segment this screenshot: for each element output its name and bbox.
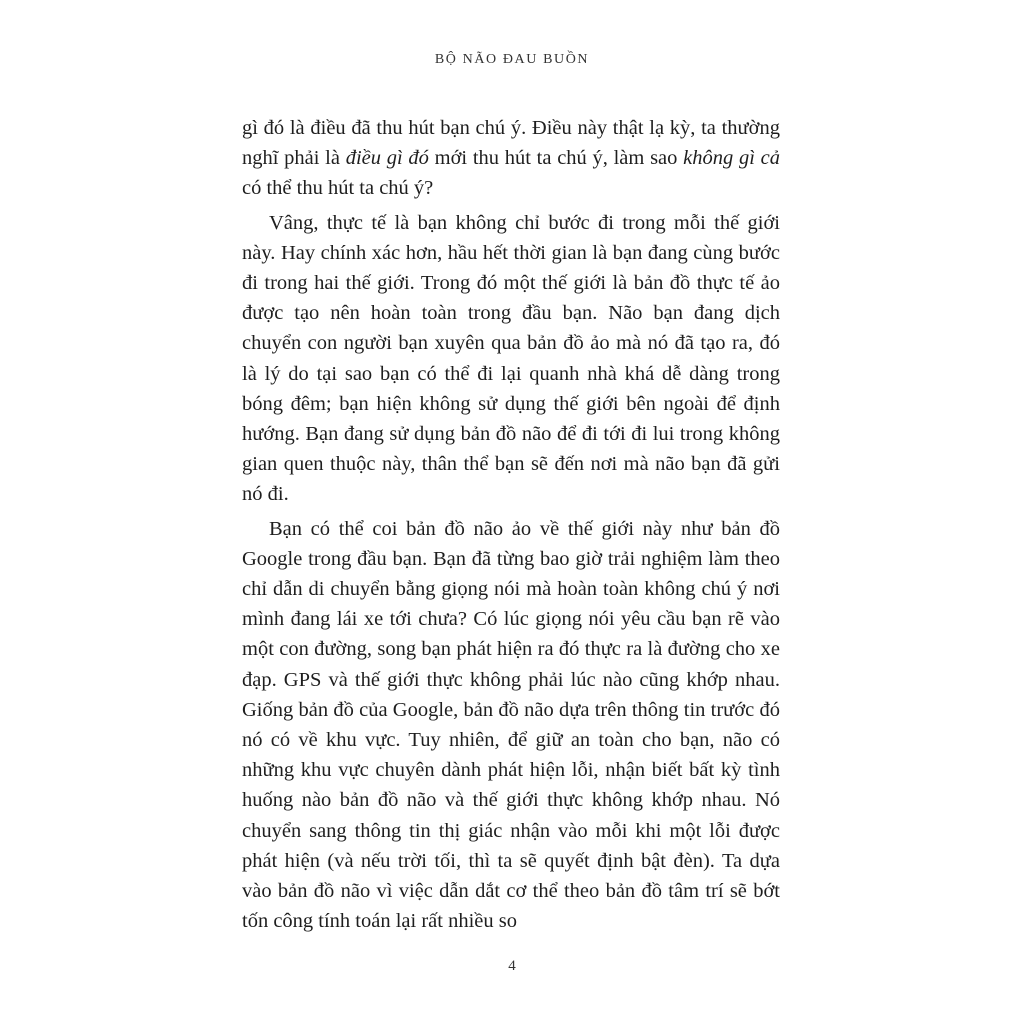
- text-run: Bạn có thể coi bản đồ não ảo về thế giới này như bản đồ Google trong đầu bạn. Bạn đã từng bao giờ trải nghiệm làm theo chỉ dẫn di chuyển bằng giọng nói mà hoàn toàn không chú ý nơi mình đang lái xe tới chưa? Có lúc giọng nói yêu cầu bạn rẽ vào một con đường, song bạn phát hiện ra đó thực ra là đường cho xe đạp. GPS và thế giới thực không phải lúc nào cũng khớp nhau. Giống bản đồ của Google, bản đồ não dựa trên thông tin trước đó nó có về khu vực. Tuy nhiên, để giữ an toàn cho bạn, não có những khu vực chuyên dành phát hiện lỗi, nhận biết bất kỳ tình huống nào bản đồ não và thế giới thực không khớp nhau. Nó chuyển sang thông tin thị giác nhận vào mỗi khi một lỗi được phát hiện (và nếu trời tối, thì ta sẽ quyết định bật đèn). Ta dựa vào bản đồ não vì việc dẫn dắt cơ thể theo bản đồ tâm trí sẽ bớt tốn công tính toán lại rất nhiều so: [242, 517, 780, 933]
- italic-phrase: điều gì đó: [345, 147, 429, 170]
- text-run: Vâng, thực tế là bạn không chỉ bước đi trong mỗi thế giới này. Hay chính xác hơn, hầu hết thời gian là bạn đang cùng bước đi trong hai thế giới. Trong đó một thế giới là bản đồ thực tế ảo được tạo nên hoàn toàn trong đầu bạn. Não bạn đang dịch chuyển con người bạn xuyên qua bản đồ ảo mà nó đã tạo ra, đó là lý do tại sao bạn có thể đi lại quanh nhà khá dễ dàng trong bóng đêm; bạn hiện không sử dụng thế giới bên ngoài để định hướng. Bạn đang sử dụng bản đồ não để đi tới đi lui trong không gian quen thuộc này, thân thể bạn sẽ đến nơi mà não bạn đã gửi nó đi.: [242, 211, 780, 506]
- text-run: mới thu hút ta chú ý, làm sao: [428, 147, 684, 170]
- running-header-title: BỘ NÃO ĐAU BUỒN: [434, 52, 590, 67]
- paragraph-continuation: [242, 113, 780, 204]
- paragraph-two-worlds: [242, 208, 780, 510]
- paragraph-google-map: [242, 514, 780, 937]
- text-run: có thể thu hút ta chú ý?: [242, 177, 434, 200]
- italic-phrase: không gì cả: [683, 147, 780, 170]
- text-run: gì đó là điều đã thu hút bạn chú ý. Điều này thật lạ kỳ, ta thường nghĩ phải là: [242, 117, 780, 170]
- page-number: 4: [508, 958, 516, 974]
- body-text: [242, 113, 780, 940]
